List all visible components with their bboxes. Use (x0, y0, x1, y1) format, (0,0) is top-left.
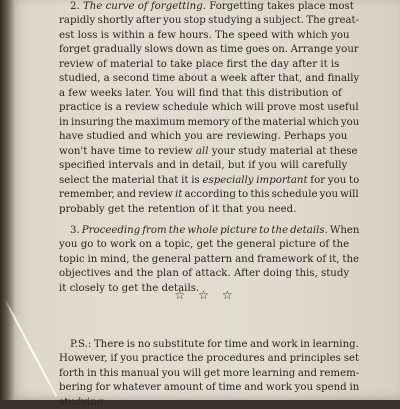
text-line: you go to work on a topic, get the general picture of the (59, 239, 350, 250)
text-line: have studied and which you are reviewing. Perhaps you (59, 131, 348, 142)
text-line: practice is a review schedule which will prove most useful (59, 102, 359, 113)
text-line: rapidly shortly after you stop studying a subject. The great- (59, 15, 360, 26)
text-line: topic in mind, the general pattern and framework of it, the (59, 254, 360, 265)
text-line: studying. (59, 397, 107, 408)
text-line: P.S.: There is no substitute for time and work in learning. (70, 339, 359, 350)
text-line: won't have time to review all your study material at these (59, 146, 358, 157)
text-line: studied, a second time about a week after that, and finally (59, 73, 360, 84)
text-line: specified intervals and in detail, but if you will carefully (59, 160, 348, 171)
text-line: bering for whatever amount of time and work you spend in (59, 382, 360, 393)
text-line: it closely to get the details. (59, 283, 200, 294)
section-separator-stars: ☆☆☆ (174, 288, 246, 302)
text-line: in insuring the maximum memory of the material which you (59, 117, 360, 128)
text-line: 3. Proceeding from the whole picture to the details. When (70, 225, 360, 236)
text-line: est loss is within a few hours. The speed with which you (59, 30, 350, 41)
text-line: objectives and the plan of attack. After doing this, study (59, 268, 350, 279)
text-line: However, if you practice the procedures and principles set (59, 353, 360, 364)
text-line: 2. The curve of forgetting. Forgetting takes place most (70, 1, 354, 12)
text-line: a few weeks later. You will find that this distribution of (59, 88, 342, 99)
book-spine-shadow (0, 0, 14, 400)
text-line: forget gradually slows down as time goes on. Arrange your (59, 44, 359, 55)
text-line: forth in this manual you will get more learning and remem- (59, 368, 360, 379)
text-line: probably get the retention of it that you need. (59, 204, 297, 215)
text-line: select the material that it is especially important for you to (59, 175, 360, 186)
text-line: review of material to take place first the day after it is (59, 59, 340, 70)
text-line: remember, and review it according to this schedule you will (59, 189, 359, 200)
